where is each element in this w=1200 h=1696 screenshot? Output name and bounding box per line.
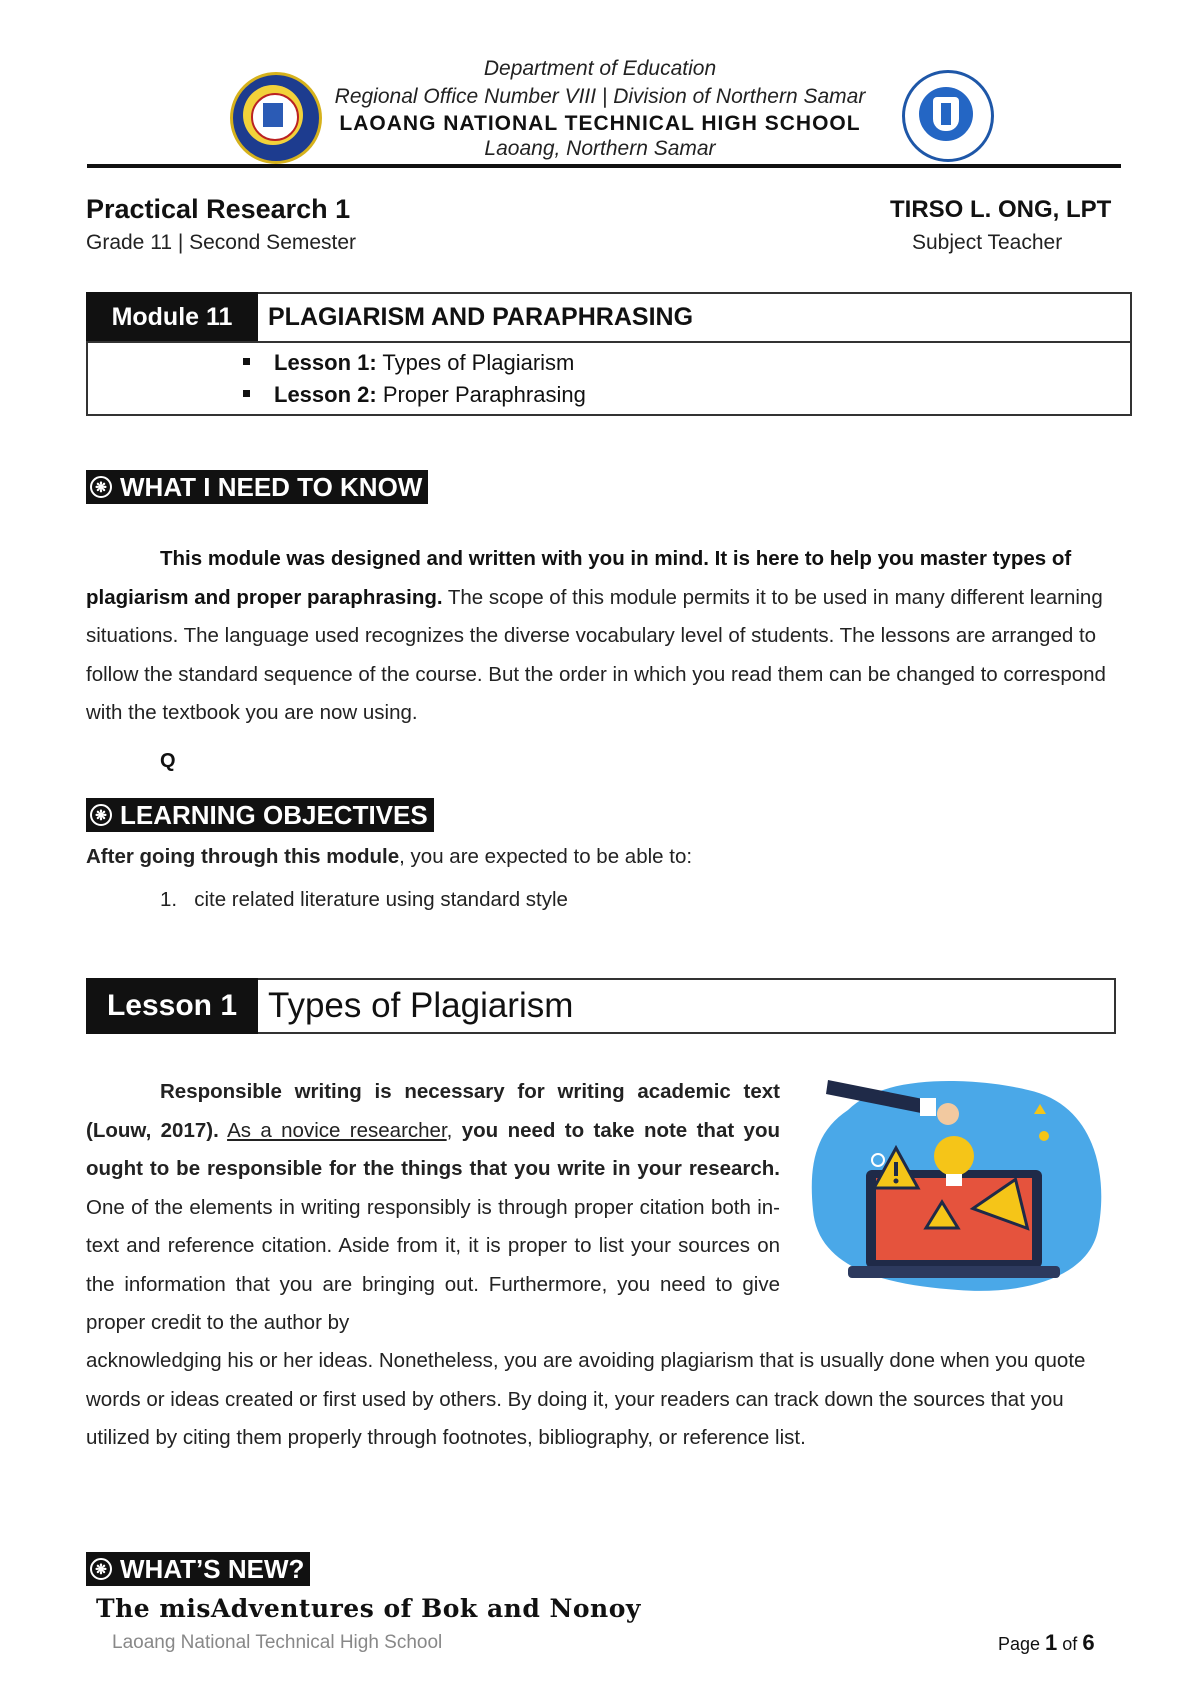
- objectives-intro: After going through this module, you are expected to be able to:: [86, 845, 693, 868]
- teacher-role: Subject Teacher: [912, 231, 1063, 254]
- module-title: PLAGIARISM AND PARAPHRASING: [268, 303, 694, 331]
- header-department: Department of Education: [483, 57, 717, 80]
- module-lesson-item: Lesson 2: Proper Paraphrasing: [243, 382, 586, 408]
- bullet-icon: [243, 390, 250, 397]
- course-title: Practical Research 1: [86, 194, 351, 224]
- section-header-objectives: ❋ LEARNING OBJECTIVES: [86, 798, 434, 832]
- stray-q: Q: [160, 750, 176, 772]
- teacher-name: TIRSO L. ONG, LPT: [890, 196, 1112, 223]
- header-school: LAOANG NATIONAL TECHNICAL HIGH SCHOOL: [339, 112, 861, 135]
- badge-icon: ❋: [90, 1558, 112, 1580]
- module-lesson-item: Lesson 1: Types of Plagiarism: [243, 350, 574, 376]
- lesson1-label: Lesson 1: [86, 978, 258, 1034]
- section-header-whats-new: ❋ WHAT’S NEW?: [86, 1552, 310, 1586]
- comic-title: The misAdventures of Bok and Nonoy: [96, 1594, 641, 1623]
- header-region: Regional Office Number VIII | Division of Northern Samar: [334, 85, 866, 108]
- lesson1-paragraph: Responsible writing is necessary for writing academic text (Louw, 2017). As a novice researcher, you need to take note that you ought to be responsible for the things that you write in your research. One of the elements in writing responsibly is through proper citation both in-text and reference citation. Aside from it, it is proper to list your sources on the information that you are bringing out. Furthermore, you need to give proper credit to the author by: [86, 1080, 780, 1334]
- section-header-need-to-know: ❋ WHAT I NEED TO KNOW: [86, 470, 428, 504]
- header-rule: [87, 164, 1121, 168]
- footer-school: Laoang National Technical High School: [112, 1632, 443, 1653]
- module-label: Module 11: [86, 292, 258, 342]
- page-number: Page 1 of 6: [998, 1630, 1095, 1655]
- objective-item: 1. cite related literature using standard style: [160, 888, 568, 911]
- header-location: Laoang, Northern Samar: [484, 137, 716, 160]
- badge-icon: ❋: [90, 476, 112, 498]
- lesson1-title: Types of Plagiarism: [268, 986, 574, 1025]
- course-subtitle: Grade 11 | Second Semester: [86, 231, 357, 254]
- need-to-know-paragraph: This module was designed and written with you in mind. It is here to help you master types of plagiarism and proper paraphrasing. The scope of this module permits it to be used in many different learning situations. The language used recognizes the diverse vocabulary level of students. The lessons are arranged to follow the standard sequence of the course. But the order in which you read them can be changed to correspond with the textbook you are now using.: [86, 547, 1106, 724]
- bullet-icon: [243, 358, 250, 365]
- plagiarism-laptop-illustration: [808, 1070, 1108, 1300]
- lesson1-paragraph-continued: acknowledging his or her ideas. Nonetheless, you are avoiding plagiarism that is usually done when you quote words or ideas created or first used by others. By doing it, your readers can track down the sources that you utilized by citing them properly through footnotes, bibliography, or reference list.: [86, 1349, 1086, 1449]
- badge-icon: ❋: [90, 804, 112, 826]
